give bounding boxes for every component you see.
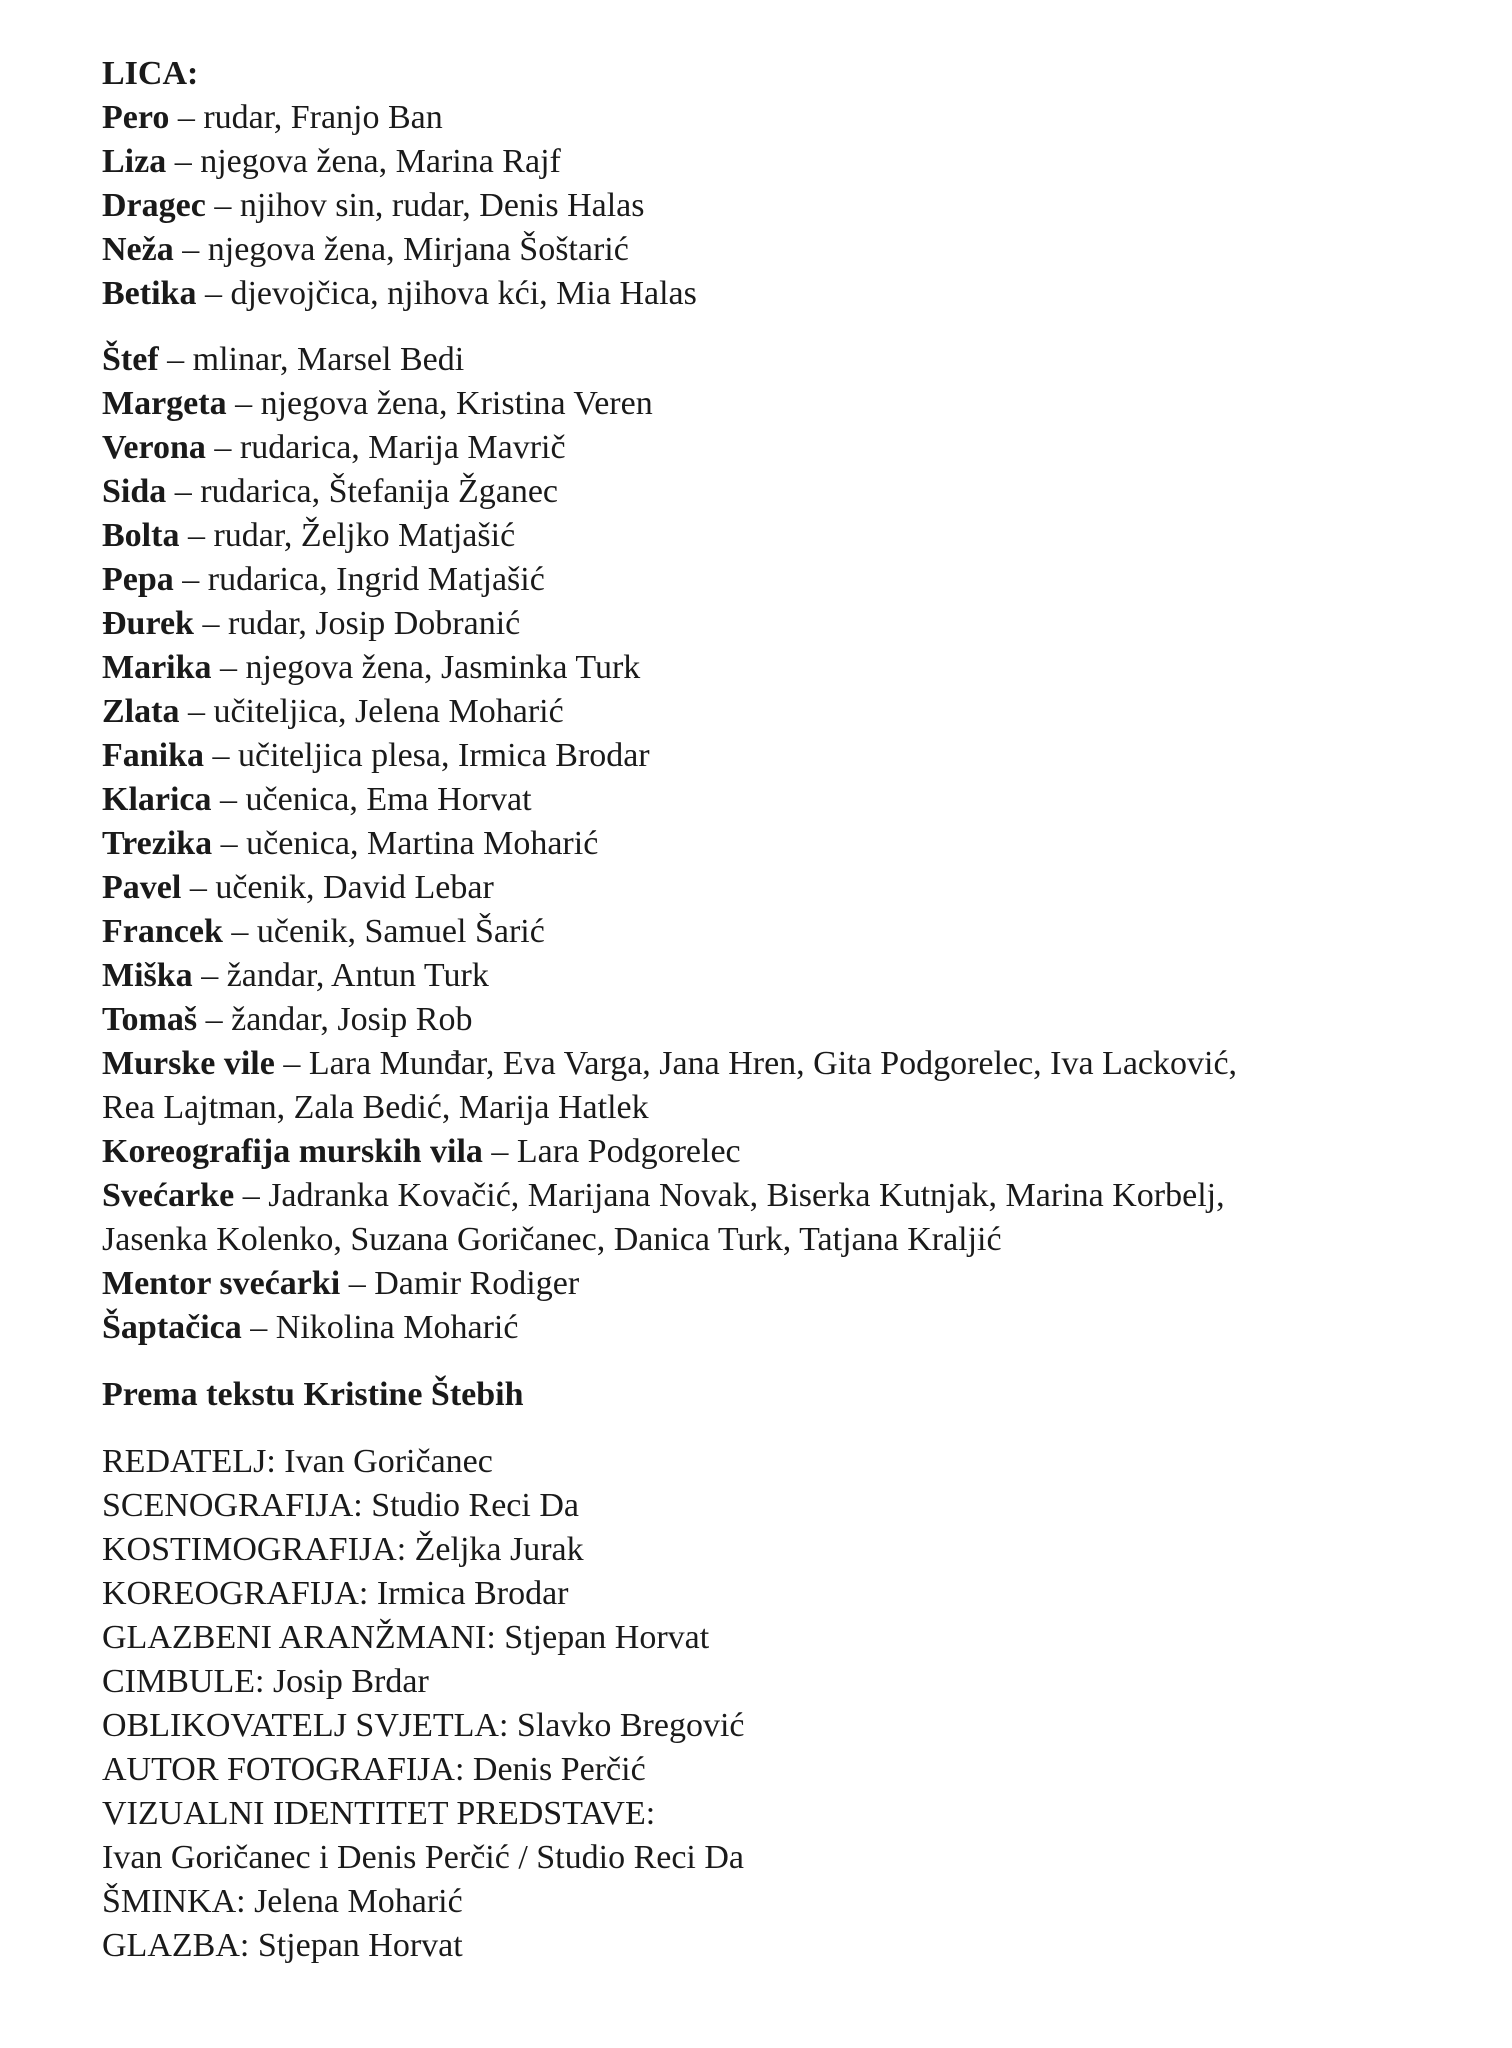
separator: – <box>193 605 228 642</box>
crew-entry: CIMBULE: Josip Brdar <box>102 1663 429 1700</box>
role-description: mlinar, Marsel Bedi <box>192 341 465 378</box>
role-name: Svećarke <box>102 1177 235 1214</box>
cast-entry <box>102 866 1442 910</box>
cast-entry <box>102 558 1442 602</box>
role-name: Pero <box>102 99 170 136</box>
separator: – <box>181 869 216 906</box>
separator: – <box>158 341 193 378</box>
role-name: Pepa <box>102 561 174 598</box>
role-description: učenica, Martina Moharić <box>246 825 599 862</box>
cast-heading: LICA: <box>102 55 199 92</box>
role-name: Betika <box>102 275 197 312</box>
role-description: učenik, David Lebar <box>215 869 494 906</box>
cast-entry <box>102 272 1442 316</box>
role-description: rudarica, Marija Mavrič <box>239 429 566 466</box>
separator: – <box>173 561 208 598</box>
role-description: učenica, Ema Horvat <box>245 781 532 818</box>
role-name: Mentor svećarki <box>102 1265 341 1302</box>
separator: – <box>482 1133 517 1170</box>
role-description: rudar, Josip Dobranić <box>227 605 521 642</box>
crew-entry: KOREOGRAFIJA: Irmica Brodar <box>102 1575 569 1612</box>
role-description: žandar, Josip Rob <box>231 1001 473 1038</box>
source-credit: Prema tekstu Kristine Štebih <box>102 1376 524 1413</box>
cast-entry <box>102 1174 1442 1218</box>
cast-entry <box>102 690 1442 734</box>
cast-entry <box>102 140 1442 184</box>
cast-entry <box>102 184 1442 228</box>
cast-entry <box>102 338 1442 382</box>
cast-entry <box>102 1262 1442 1306</box>
role-name: Sida <box>102 473 167 510</box>
role-description: njegova žena, Jasminka Turk <box>245 649 641 686</box>
family-cast-list <box>102 96 1442 316</box>
role-name: Margeta <box>102 385 227 422</box>
separator: – <box>212 825 247 862</box>
crew-entry: OBLIKOVATELJ SVJETLA: Slavko Bregović <box>102 1707 745 1744</box>
role-name: Murske vile <box>102 1045 275 1082</box>
separator: – <box>197 1001 232 1038</box>
role-name: Marika <box>102 649 212 686</box>
separator: – <box>340 1265 375 1302</box>
crew-list <box>102 1440 1442 1968</box>
separator: – <box>211 649 246 686</box>
role-description: rudar, Željko Matjašić <box>213 517 516 554</box>
role-name: Tomaš <box>102 1001 198 1038</box>
role-name: Francek <box>102 913 223 950</box>
role-description: rudarica, Štefanija Žganec <box>200 473 559 510</box>
separator: – <box>166 473 201 510</box>
separator: – <box>205 429 240 466</box>
spacer <box>102 316 1442 338</box>
cast-entry <box>102 602 1442 646</box>
role-name: Šaptačica <box>102 1309 242 1346</box>
separator: – <box>169 99 204 136</box>
spacer <box>102 1350 1442 1373</box>
role-description: rudar, Franjo Ban <box>203 99 443 136</box>
role-name: Dragec <box>102 187 206 224</box>
separator: – <box>179 517 214 554</box>
role-description: Jasenka Kolenko, Suzana Goričanec, Danica Turk, Tatjana Kraljić <box>102 1221 1002 1258</box>
crew-entry: GLAZBA: Stjepan Horvat <box>102 1927 463 1964</box>
role-name: Bolta <box>102 517 180 554</box>
separator: – <box>196 275 231 312</box>
role-description: Nikolina Moharić <box>275 1309 519 1346</box>
role-description: djevojčica, njihova kći, Mia Halas <box>230 275 697 312</box>
crew-entry: REDATELJ: Ivan Goričanec <box>102 1443 493 1480</box>
other-cast-list <box>102 338 1442 1350</box>
cast-entry <box>102 954 1442 998</box>
cast-entry <box>102 998 1442 1042</box>
role-name: Pavel <box>102 869 182 906</box>
cast-entry <box>102 470 1442 514</box>
cast-entry <box>102 382 1442 426</box>
cast-entry <box>102 778 1442 822</box>
role-name: Trezika <box>102 825 213 862</box>
cast-entry <box>102 822 1442 866</box>
role-name: Verona <box>102 429 206 466</box>
role-description: učiteljica plesa, Irmica Brodar <box>238 737 650 774</box>
role-name: Liza <box>102 143 167 180</box>
role-description: rudarica, Ingrid Matjašić <box>207 561 545 598</box>
role-description: učiteljica, Jelena Moharić <box>213 693 564 730</box>
cast-entry <box>102 646 1442 690</box>
separator: – <box>222 913 257 950</box>
separator: – <box>179 693 214 730</box>
cast-entry <box>102 96 1442 140</box>
cast-entry <box>102 228 1442 272</box>
separator: – <box>226 385 261 422</box>
crew-entry: KOSTIMOGRAFIJA: Željka Jurak <box>102 1531 584 1568</box>
role-description: Rea Lajtman, Zala Bedić, Marija Hatlek <box>102 1089 649 1126</box>
cast-entry <box>102 1306 1442 1350</box>
role-name: Koreografija murskih vila <box>102 1133 483 1170</box>
role-description: učenik, Samuel Šarić <box>256 913 545 950</box>
separator: – <box>234 1177 269 1214</box>
role-description: žandar, Antun Turk <box>226 957 489 994</box>
role-name: Klarica <box>102 781 212 818</box>
role-description: Jadranka Kovačić, Marijana Novak, Biserka Kutnjak, Marina Korbelj, <box>268 1177 1225 1214</box>
cast-entry-continuation <box>102 1218 1442 1262</box>
separator: – <box>211 781 246 818</box>
crew-entry: GLAZBENI ARANŽMANI: Stjepan Horvat <box>102 1619 710 1656</box>
role-description: Lara Munđar, Eva Varga, Jana Hren, Gita Podgorelec, Iva Lacković, <box>308 1045 1238 1082</box>
separator: – <box>204 737 239 774</box>
role-name: Đurek <box>102 605 194 642</box>
cast-entry <box>102 734 1442 778</box>
role-name: Štef <box>102 341 159 378</box>
crew-entry: AUTOR FOTOGRAFIJA: Denis Perčić <box>102 1751 646 1788</box>
role-description: Damir Rodiger <box>374 1265 580 1302</box>
separator: – <box>166 143 201 180</box>
crew-entry: ŠMINKA: Jelena Moharić <box>102 1883 463 1920</box>
cast-entry <box>102 1042 1442 1086</box>
separator: – <box>241 1309 276 1346</box>
separator: – <box>274 1045 309 1082</box>
role-description: Lara Podgorelec <box>516 1133 741 1170</box>
role-name: Fanika <box>102 737 205 774</box>
cast-entry <box>102 1130 1442 1174</box>
cast-entry <box>102 426 1442 470</box>
separator: – <box>192 957 227 994</box>
role-name: Miška <box>102 957 193 994</box>
role-description: njihov sin, rudar, Denis Halas <box>239 187 645 224</box>
crew-entry: SCENOGRAFIJA: Studio Reci Da <box>102 1487 579 1524</box>
cast-entry <box>102 514 1442 558</box>
role-name: Neža <box>102 231 174 268</box>
separator: – <box>173 231 208 268</box>
role-description: njegova žena, Marina Rajf <box>200 143 561 180</box>
credits-page <box>102 52 1442 1968</box>
cast-entry-continuation <box>102 1086 1442 1130</box>
role-description: njegova žena, Mirjana Šoštarić <box>207 231 629 268</box>
separator: – <box>205 187 240 224</box>
spacer <box>102 1417 1442 1440</box>
crew-entry: Ivan Goričanec i Denis Perčić / Studio Reci Da <box>102 1839 745 1876</box>
role-name: Zlata <box>102 693 180 730</box>
cast-entry <box>102 910 1442 954</box>
role-description: njegova žena, Kristina Veren <box>260 385 653 422</box>
crew-entry: VIZUALNI IDENTITET PREDSTAVE: <box>102 1795 656 1832</box>
